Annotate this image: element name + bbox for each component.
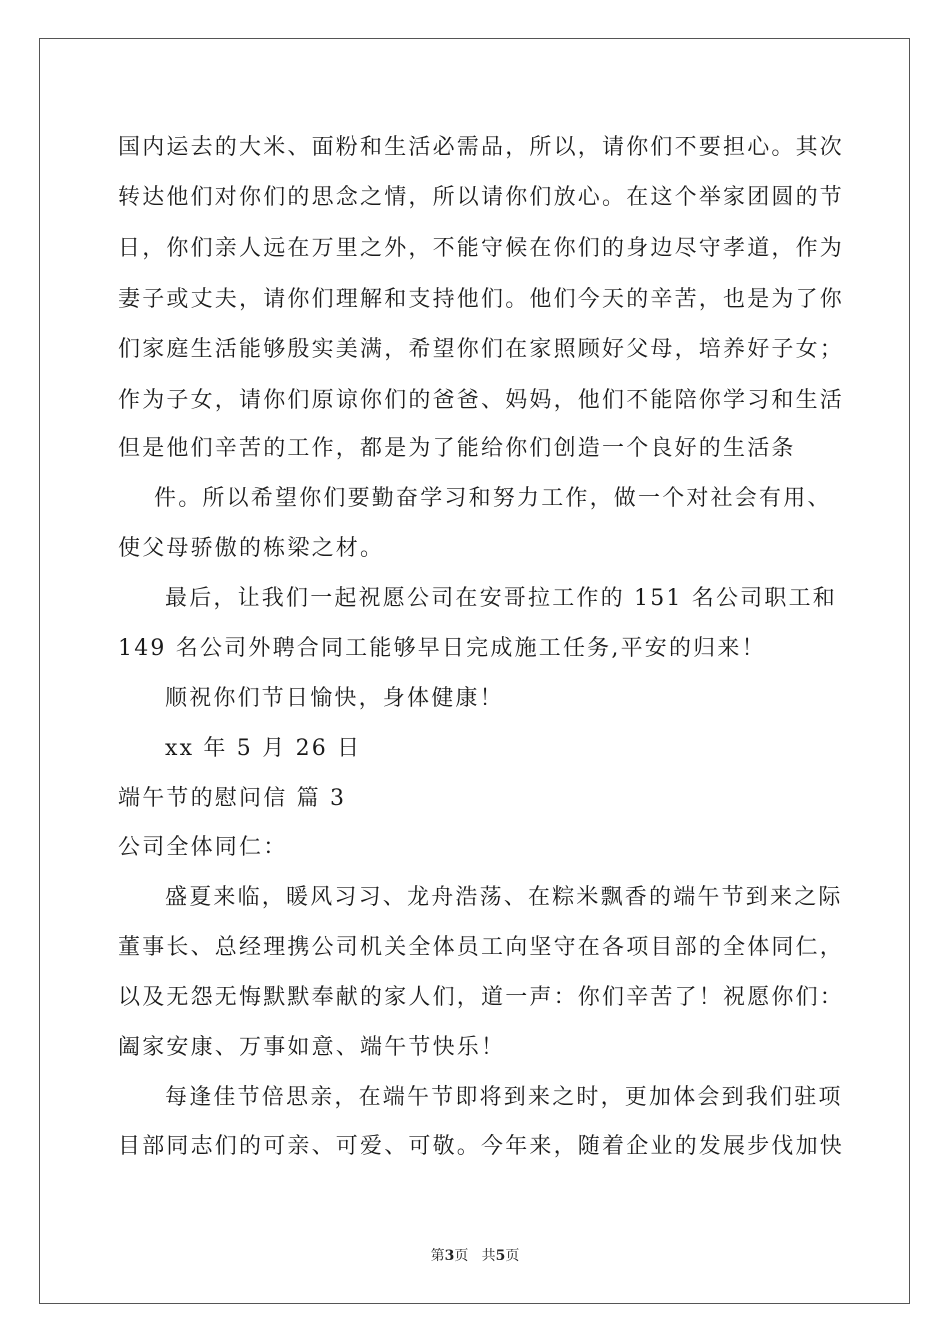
text-line: 盛夏来临，暖风习习、龙舟浩荡、在粽米飘香的端午节到来之际 (165, 885, 843, 910)
text-line: 顺祝你们节日愉快，身体健康！ (165, 686, 504, 711)
date-line: xx 年 5 月 26 日 (165, 736, 362, 761)
text-line: 每逢佳节倍思亲，在端午节即将到来之时，更加体会到我们驻项 (165, 1085, 843, 1110)
text-line: 作为子女，请你们原谅你们的爸爸、妈妈，他们不能陪你学习和生活 (118, 388, 845, 413)
text-line: 但是他们辛苦的工作，都是为了能给你们创造一个良好的生活条 (118, 436, 796, 461)
section-heading: 端午节的慰问信 篇 3 (118, 786, 347, 811)
page-footer (0, 1247, 950, 1265)
page-border (39, 38, 910, 1304)
text-line: 最后，让我们一起祝愿公司在安哥拉工作的 151 名公司职工和 (165, 586, 837, 611)
text-line: 件。所以希望你们要勤奋学习和努力工作，做一个对社会有用、 (154, 486, 832, 511)
salutation: 公司全体同仁： (118, 835, 288, 860)
text-line: 使父母骄傲的栋梁之材。 (118, 536, 385, 561)
footer-page-suffix: 页 (454, 1248, 469, 1264)
text-line: 国内运去的大米、面粉和生活必需品，所以，请你们不要担心。其次 (118, 135, 845, 160)
text-line: 以及无怨无悔默默奉献的家人们，道一声：你们辛苦了！祝愿你们： (118, 985, 845, 1010)
text-line: 妻子或丈夫，请你们理解和支持他们。他们今天的辛苦，也是为了你 (118, 287, 845, 312)
text-line: 转达他们对你们的思念之情，所以请你们放心。在这个举家团圆的节 (118, 185, 845, 210)
footer-total-prefix: 共 (481, 1248, 496, 1264)
text-line: 董事长、总经理携公司机关全体员工向坚守在各项目部的全体同仁， (118, 935, 845, 960)
text-line: 们家庭生活能够殷实美满，希望你们在家照顾好父母，培养好子女； (118, 337, 845, 362)
footer-prefix: 第 (430, 1248, 445, 1264)
current-page-number: 3 (444, 1248, 455, 1264)
total-page-count: 5 (495, 1248, 506, 1264)
footer-total-suffix: 页 (505, 1248, 520, 1264)
text-line: 149 名公司外聘合同工能够早日完成施工任务,平安的归来！ (118, 636, 766, 661)
text-line: 目部同志们的可亲、可爱、可敬。今年来，随着企业的发展步伐加快 (118, 1134, 845, 1159)
text-line: 阖家安康、万事如意、端午节快乐！ (118, 1035, 506, 1060)
text-line: 日，你们亲人远在万里之外，不能守候在你们的身边尽守孝道，作为 (118, 236, 845, 261)
